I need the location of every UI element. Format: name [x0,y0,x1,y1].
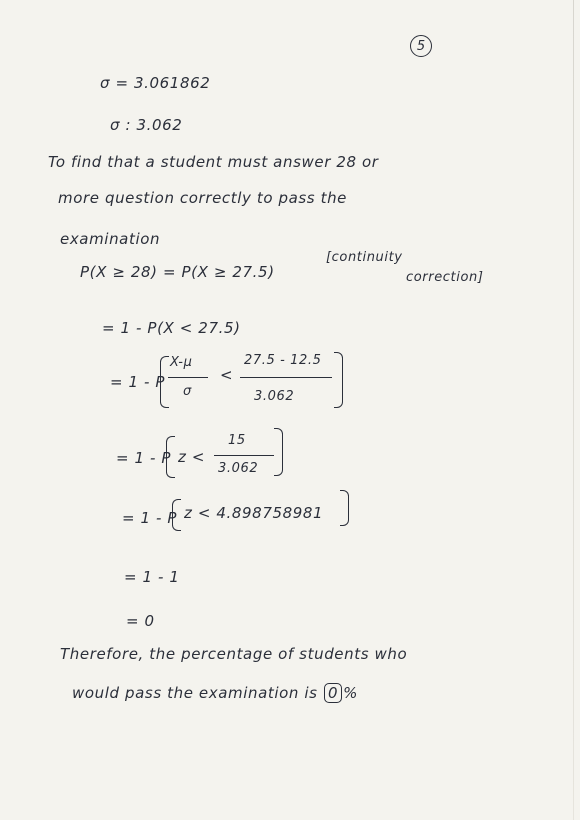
page-number [410,35,432,57]
result-zero: = 0 [126,612,155,630]
boxed-answer: 0 [324,683,342,703]
bound-numerator: 27.5 - 12.5 [244,353,322,368]
equation-complement: = 1 - P(X < 27.5) [102,319,241,337]
fraction-bar [168,377,208,378]
z-numerator: X-μ [170,355,193,370]
right-bracket [334,352,343,408]
problem-line-2: more question correctly to pass the [58,189,348,207]
z-less-than: z < [178,448,206,466]
sigma-exact: σ = 3.061862 [100,74,211,92]
z-denominator-value: 3.062 [218,461,259,476]
fraction-bar [214,455,274,456]
bound-denominator: 3.062 [254,389,295,404]
z-value-prefix: = 1 - P [122,509,178,527]
one-minus-one: = 1 - 1 [124,568,180,586]
z-numerator-value: 15 [228,433,246,448]
right-bracket [340,490,349,526]
equation-probability: P(X ≥ 28) = P(X ≥ 27.5) [80,263,275,281]
right-bracket [274,428,283,476]
problem-line-3: examination [60,230,161,248]
percent-sign: % [343,684,358,702]
continuity-note-line-2: correction] [406,270,484,285]
conclusion-line-1: Therefore, the percentage of students who [60,645,408,663]
z-step-prefix: = 1 - P [116,449,172,467]
continuity-note-line-1: [continuity [326,250,403,265]
conclusion-text: would pass the examination is [72,684,318,702]
page-number-text: 5 [416,38,426,54]
fraction-bar [240,377,332,378]
left-bracket [166,436,175,478]
less-than-sign: < [220,366,234,384]
sigma-rounded: σ : 3.062 [110,116,183,134]
conclusion-line-2 [72,683,358,703]
z-value: z < 4.898758981 [184,504,324,522]
standardize-prefix: = 1 - P [110,373,166,391]
left-bracket [160,356,169,408]
problem-line-1: To find that a student must answer 28 or [48,153,379,171]
left-bracket [172,499,181,531]
z-denominator: σ [183,384,192,399]
